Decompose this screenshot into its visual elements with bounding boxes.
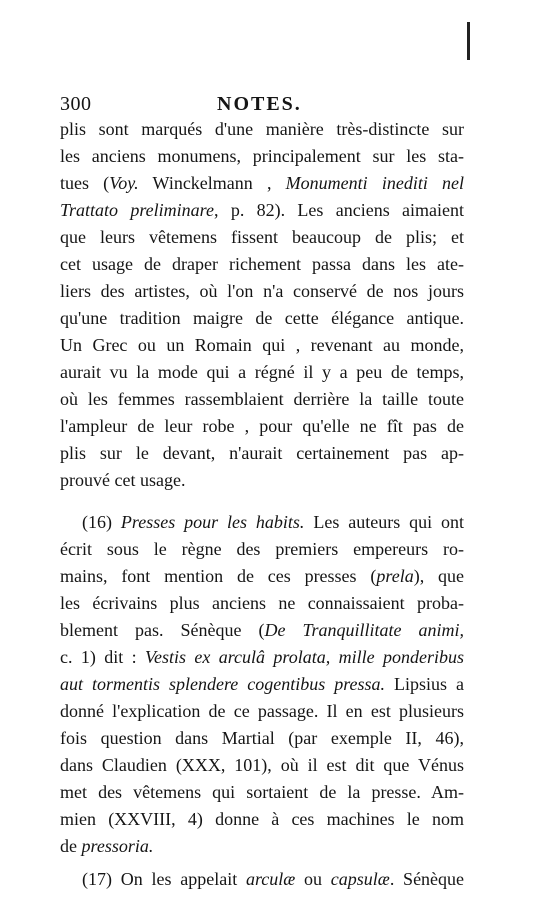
text-line <box>60 170 464 197</box>
text-line: cet usage de draper richement passa dans les ate- <box>60 254 464 274</box>
text-run: On les appelait <box>120 869 238 889</box>
text-line <box>82 866 464 893</box>
italic-run: arculæ <box>245 869 296 889</box>
text-run: mains, font mention de ces presses ( <box>60 566 377 586</box>
text-run: Lipsius a <box>394 674 465 694</box>
text-line: prouvé cet usage. <box>60 470 186 490</box>
text-line: fois question dans Martial (par exemple II, 46), <box>60 728 464 748</box>
text-run: tues ( <box>60 173 110 193</box>
text-line: aurait vu la mode qui a régné il y a peu de temps, <box>60 362 464 382</box>
text-line: écrit sous le règne des premiers empereurs ro- <box>60 539 464 559</box>
italic-run: De Tranquillitate animi, <box>264 620 464 640</box>
text-line: les anciens monumens, principalement sur les sta- <box>60 146 464 166</box>
italic-run: Vestis ex arculâ prolata, mille ponderibus <box>144 647 464 667</box>
text-line: qu'une tradition maigre de cette élégance antique. <box>60 308 464 328</box>
text-line: dans Claudien (XXX, 101), où il est dit que Vénus <box>60 755 464 775</box>
text-run: ou <box>304 869 323 889</box>
text-line: plis sur le devant, n'aurait certainement pas ap- <box>60 443 464 463</box>
italic-run: Monumenti inediti nel <box>285 173 465 193</box>
note-heading: Presses pour les habits. <box>120 512 305 532</box>
text-line <box>60 563 464 590</box>
text-line: plis sont marqués d'une manière très-distincte sur <box>60 119 464 139</box>
text-line: met des vêtemens qui sortaient de la presse. Am- <box>60 782 464 802</box>
italic-run: aut tormentis splendere cogentibus pressa. <box>60 674 386 694</box>
text-line: donné l'explication de ce passage. Il en est plusieurs <box>60 701 464 721</box>
text-run: , p. 82). Les anciens aimaient <box>214 200 464 220</box>
running-head: NOTES. <box>217 93 302 115</box>
text-line <box>60 617 464 644</box>
italic-run: Trattato preliminare <box>60 200 214 220</box>
text-line: Un Grec ou un Romain qui , revenant au monde, <box>60 335 464 355</box>
note-number: (16) <box>82 512 112 532</box>
italic-run: prela <box>376 566 414 586</box>
text-run: Winckelmann , <box>138 173 272 193</box>
italic-run: pressoria. <box>81 836 154 856</box>
text-run: blement pas. Sénèque ( <box>60 620 265 640</box>
text-line <box>60 833 464 860</box>
text-line <box>60 671 464 698</box>
text-line: les écrivains plus anciens ne connaissaient proba- <box>60 593 464 613</box>
text-run: c. 1) dit : <box>60 647 137 667</box>
text-run: ), que <box>413 566 465 586</box>
text-line: où les femmes rassemblaient derrière la taille toute <box>60 389 464 409</box>
text-line <box>82 509 464 536</box>
text-line <box>60 197 464 224</box>
page-number: 300 <box>60 93 92 115</box>
text-run: de <box>60 836 77 856</box>
text-run: Les auteurs qui ont <box>313 512 465 532</box>
text-line: l'ampleur de leur robe , pour qu'elle ne fît pas de <box>60 416 464 436</box>
page-edge-mark <box>467 22 470 60</box>
text-line <box>60 644 464 671</box>
text-line: liers des artistes, où l'on n'a conservé de nos jours <box>60 281 464 301</box>
italic-run: capsulæ <box>330 869 390 889</box>
text-run: . Sénèque <box>389 869 465 889</box>
note-number: (17) <box>82 869 112 889</box>
text-line: mien (XXVIII, 4) donne à ces machines le nom <box>60 809 464 829</box>
italic-run: Voy. <box>109 173 139 193</box>
text-line: que leurs vêtemens fissent beaucoup de plis; et <box>60 227 464 247</box>
